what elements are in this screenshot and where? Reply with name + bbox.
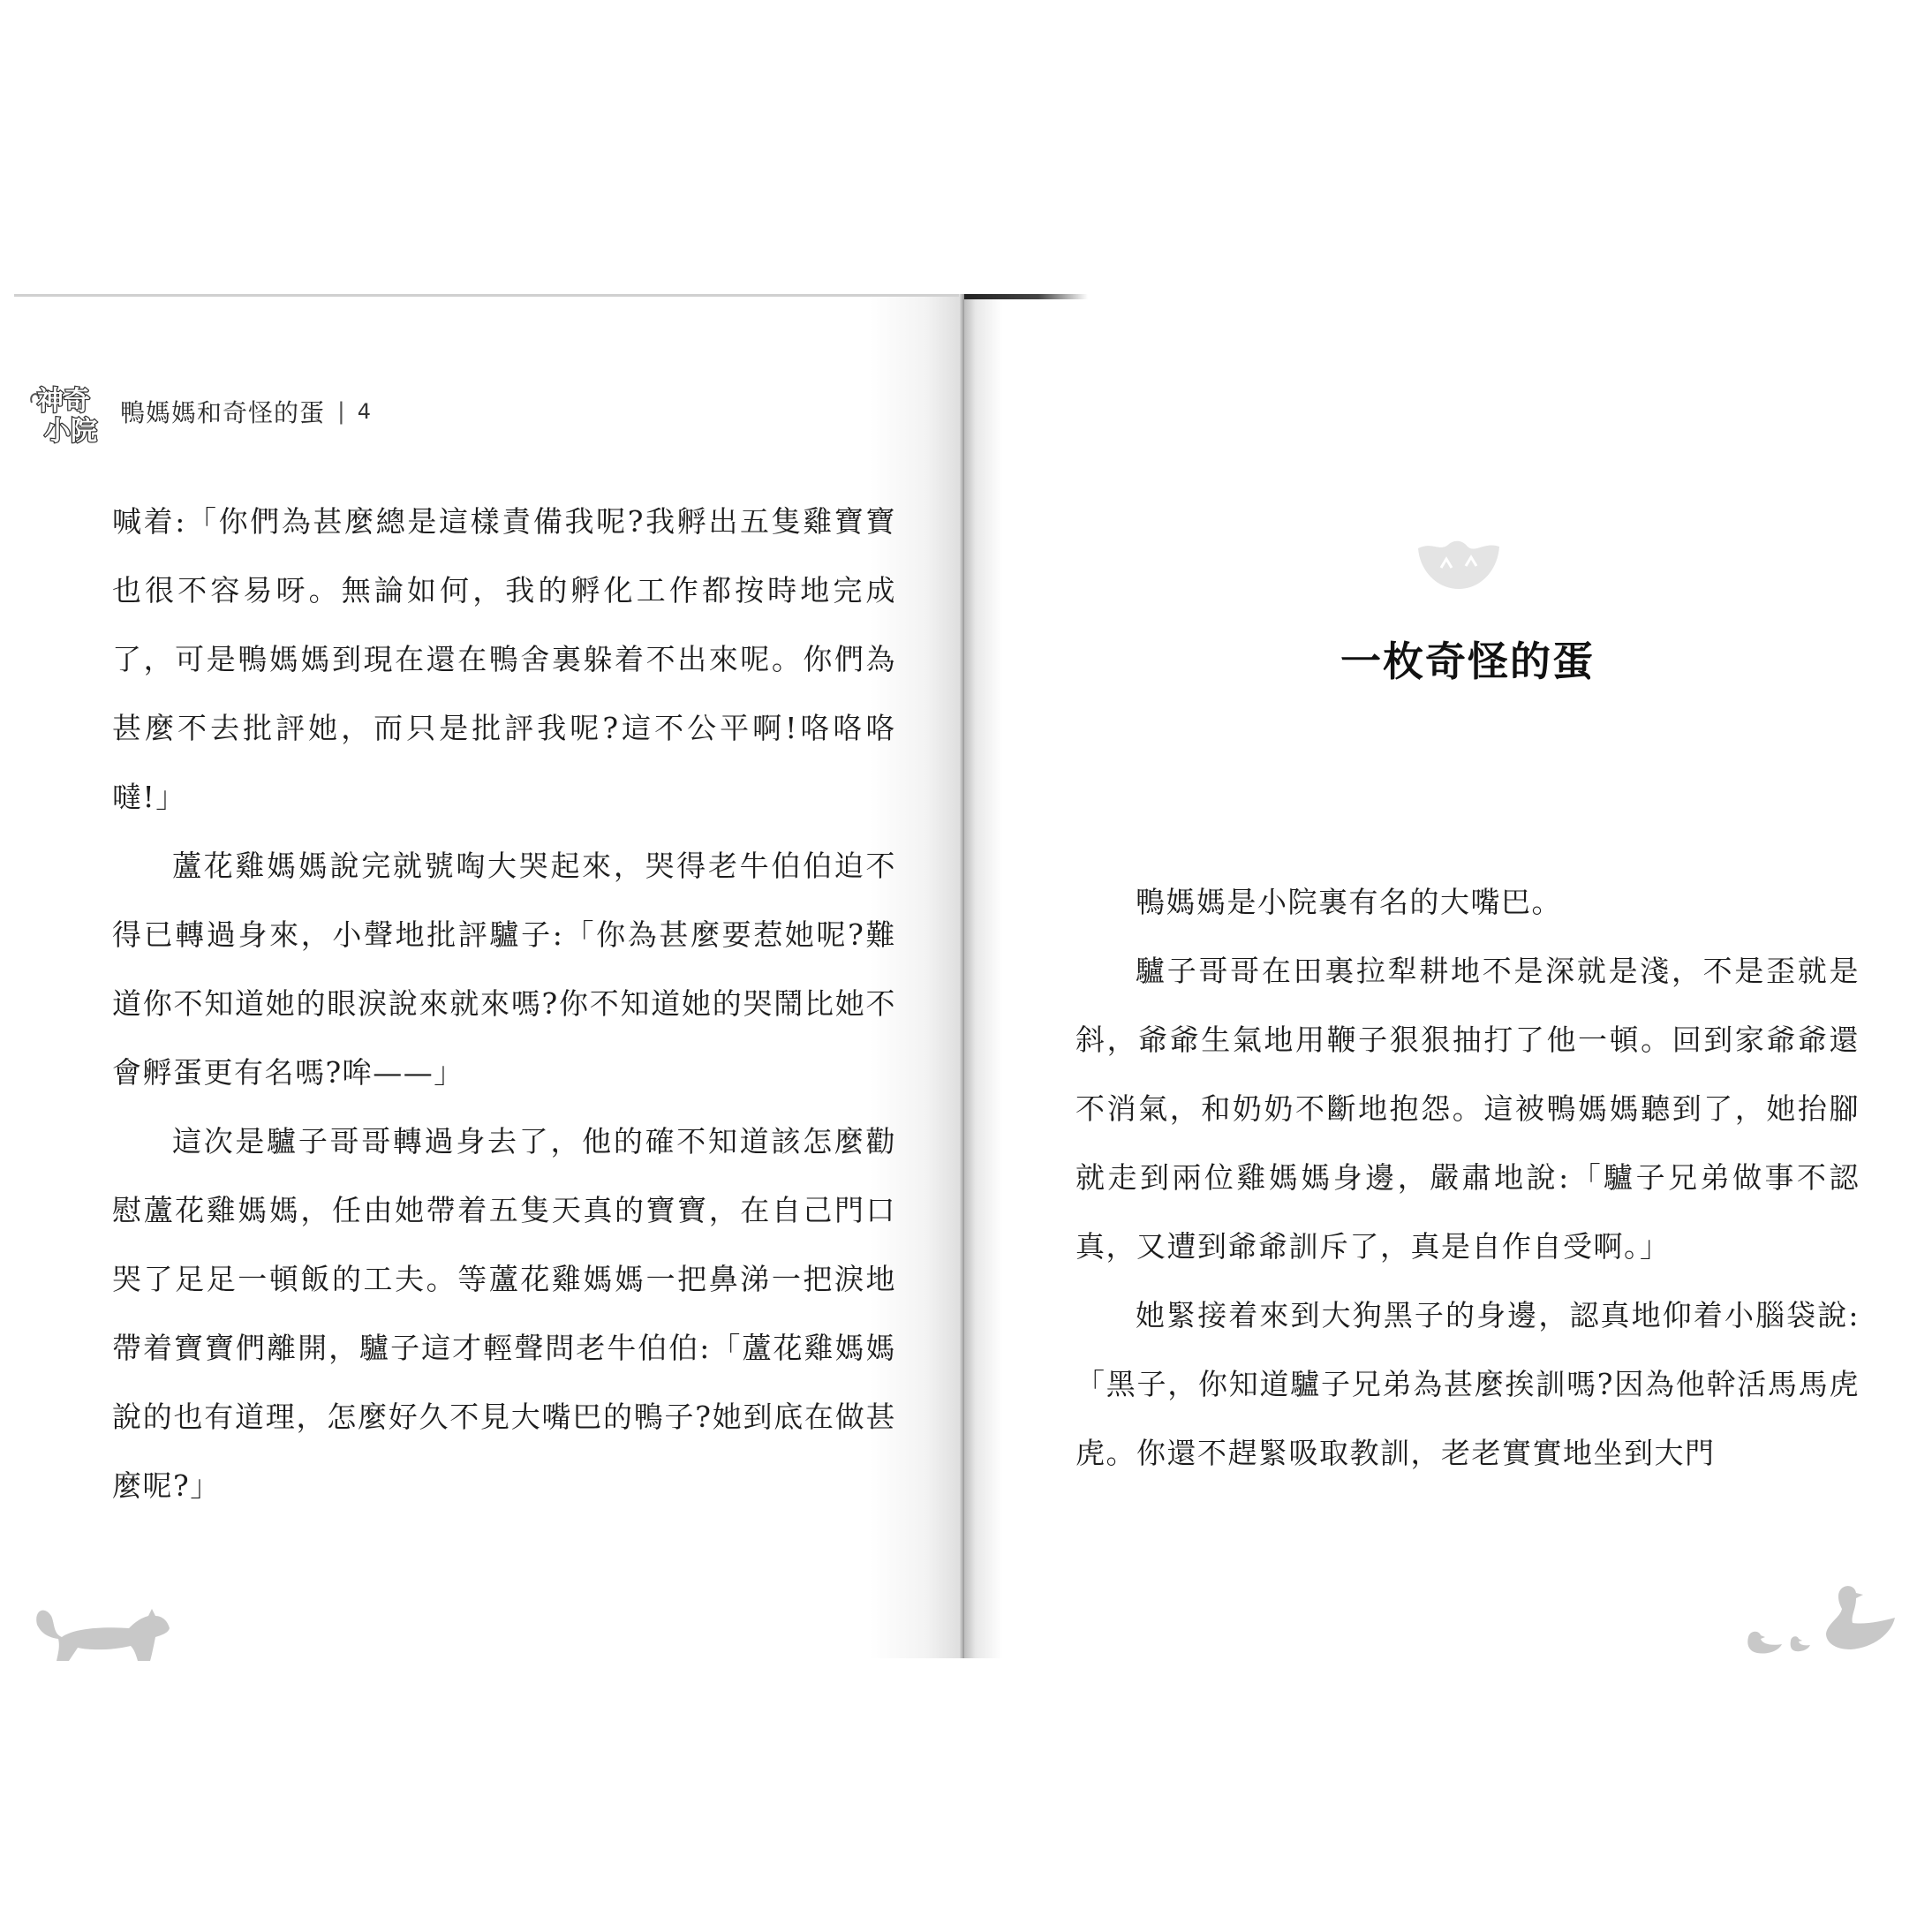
ducks-silhouette-icon	[1741, 1579, 1900, 1658]
running-head-separator: |	[337, 398, 345, 425]
paragraph: 鴨媽媽是小院裏有名的大嘴巴。	[1136, 885, 1562, 919]
chapter-ornament-icon	[1415, 532, 1503, 594]
paragraph: 這次是驢子哥哥轉過身去了，他的確不知道該怎麼勸慰蘆花雞媽媽，任由她帶着五隻天真的寶寶，在自己門口哭了足足一頓飯的工夫。等蘆花雞媽媽一把鼻涕一把淚地帶着寶寶們離開，驢子這才輕聲問老牛伯伯:「蘆花雞媽媽說的也有道理，怎麼好久不見大嘴巴的鴨子?她到底在做甚麼呢?」	[112, 1124, 896, 1503]
chapter-title: 一枚奇怪的蛋	[1340, 638, 1595, 685]
svg-text:小院: 小院	[44, 416, 97, 447]
series-logo	[26, 376, 108, 447]
paragraph: 驢子哥哥在田裏拉犁耕地不是深就是淺，不是歪就是斜，爺爺生氣地用鞭子狠狠抽打了他一頓。回到家爺爺還不消氣，和奶奶不斷地抱怨。這被鴨媽媽聽到了，她抬腳就走到兩位雞媽媽身邊，嚴肅地說:「驢子兄弟做事不認真，又遭到爺爺訓斥了，真是自作自受啊。」	[1075, 954, 1860, 1264]
paragraph: 蘆花雞媽媽說完就號啕大哭起來，哭得老牛伯伯迫不得已轉過身來，小聲地批評驢子:「你為甚麼要惹她呢?難道你不知道她的眼淚說來就來嗎?你不知道她的哭鬧比她不會孵蛋更有名嗎?哞——」	[112, 849, 896, 1090]
svg-text:神奇: 神奇	[37, 386, 90, 417]
paragraph: 她緊接着來到大狗黑子的身邊，認真地仰着小腦袋說:「黑子，你知道驢子兄弟為甚麼挨訓嗎?因為他幹活馬馬虎虎。你還不趕緊吸取教訓，老老實實地坐到大門	[1075, 1298, 1860, 1470]
right-page	[964, 294, 1917, 1658]
book-spread	[14, 294, 1917, 1658]
right-body-text	[1075, 868, 1860, 1488]
left-body-text	[112, 487, 896, 1521]
page-number: 4	[357, 399, 372, 424]
running-head-title: 鴨媽媽和奇怪的蛋	[120, 398, 326, 427]
page-edge-shadow	[964, 294, 1088, 299]
running-head	[26, 376, 371, 447]
series-logo-graphic	[26, 376, 108, 447]
cat-silhouette-icon	[32, 1593, 173, 1661]
left-page	[14, 294, 964, 1658]
paragraph: 喊着:「你們為甚麼總是這樣責備我呢?我孵出五隻雞寶寶也很不容易呀。無論如何，我的孵化工作都按時地完成了，可是鴨媽媽到現在還在鴨舍裏躲着不出來呢。你們為甚麼不去批評她，而只是批評我呢?這不公平啊!咯咯咯噠!」	[112, 504, 896, 814]
